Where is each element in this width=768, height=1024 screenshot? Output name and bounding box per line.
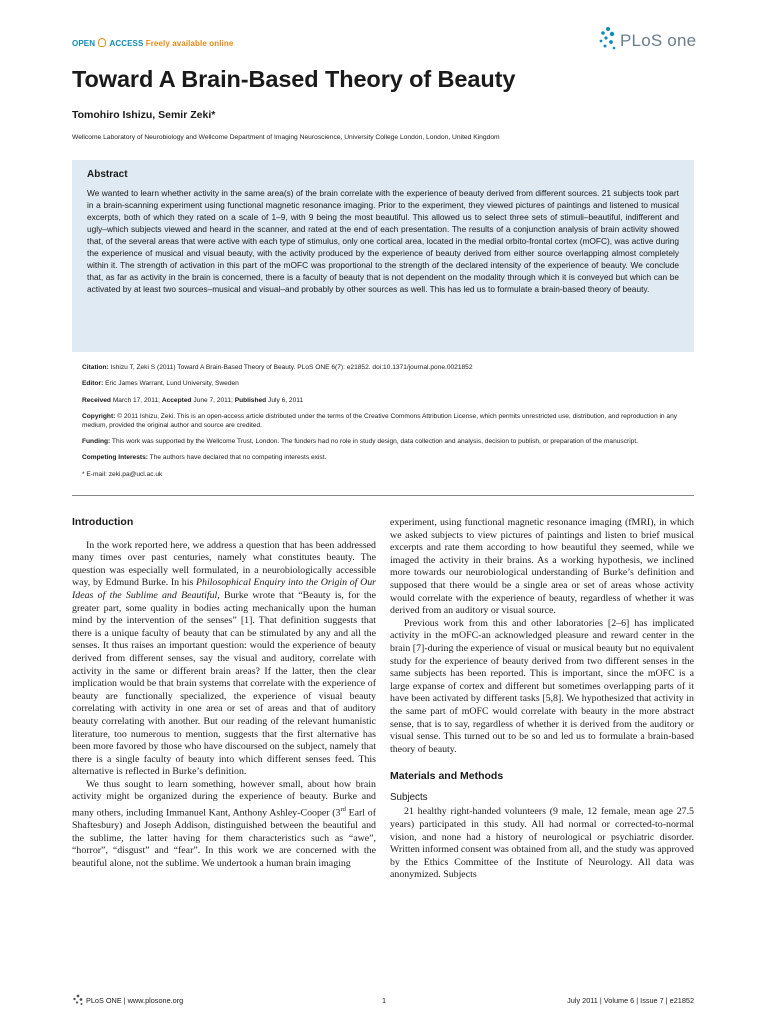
plos-one-logo[interactable] [598, 24, 698, 54]
published-label: Published [234, 396, 267, 404]
copyright-line [82, 412, 694, 430]
citation-text: Ishizu T, Zeki S (2011) Toward A Brain-Based Theory of Beauty. PLoS ONE 6(7): e21852. doi:10.1371/journal.pone.0021852 [110, 364, 473, 371]
intro-p2-text-a: We thus sought to learn something, however small, about how brain activity might be organized during the experience of beauty. Burke and many others, including Immanuel Kant, Anthony Ashley-Cooper (3 [72, 778, 376, 819]
paper-title: Toward A Brain-Based Theory of Beauty [72, 66, 516, 92]
competing-interests-line [82, 453, 694, 462]
citation-line [82, 363, 694, 372]
funding-text: This work was supported by the Wellcome Trust, London. The funders had no role in study design, data collection and analysis, decision to publish, or preparation of the manuscript. [111, 438, 639, 446]
methods-heading: Materials and Methods [390, 770, 504, 783]
intro-p2-text-b: Earl of Shaftesbury) and Joseph Addison, distinguished between the beautiful and the sublime, the latter having for them characteristics such as “awe”, “horror”, “disgust” and “fear”. In this work we are concerned with the beautiful alone, not the sublime. We undertook a human brain imaging [72, 807, 376, 869]
abstract-box [72, 160, 694, 352]
intro-p1-text-a: In the work reported here, we address a question that has been addressed many times over past centuries, namely what constitutes beauty. The question was especially well formulated, in a neurobiologically accessible way, by Edmund Burke. In his [72, 539, 376, 589]
dates-line [82, 396, 694, 405]
copyright-text: © 2011 Ishizu, Zeki. This is an open-access article distributed under the terms of the Creative Commons Attribution License, which permits unrestricted use, distribution, and reproduction in any medium, provided the original author and source are credited. [82, 412, 678, 429]
open-label: OPEN [72, 39, 96, 48]
authors: Tomohiro Ishizu, Semir Zeki* [72, 109, 216, 121]
metadata-divider [72, 495, 694, 496]
affiliation: Wellcome Laboratory of Neurobiology and Wellcome Department of Imaging Neuroscience, University College London, London, United Kingdom [72, 134, 500, 141]
email-line[interactable]: * E-mail: zeki.pa@ucl.ac.uk [82, 470, 163, 478]
subjects-paragraph: 21 healthy right-handed volunteers (9 male, 12 female, mean age 27.5 years) participated in this study. All had normal or corrected-to-normal vision, and none had a history of neurological or psychiatric disorder. Written informed consent was obtained from all, and the study was approved by the Ethics Committee of the Institute of Neurology. All data was anonymized. Subjects [390, 806, 694, 881]
open-access-lock-icon [98, 38, 106, 47]
competing-text: The authors have declared that no competing interests exist. [149, 454, 327, 462]
access-label: ACCESS [109, 39, 144, 48]
intro-paragraph-3: Previous work from this and other laboratories [2–6] has implicated activity in the mOFC-an acknowledged pleasure and reward center in the brain [7]-during the experience of visual or musical beauty but no equivalent study for the experience of beauty derived from two different senses in the same subjects has been reported. This is important, since the mOFC is a large expanse of cortex and different but sometimes overlapping parts of it have been activated by different tasks [5,8]. We hypothesized that activity in the same part of mOFC would correlate with beauty in the more abstract sense, that is to say, regardless of whether it is derived from the auditory or visual sense. This turned out to be so and led us to formulate a brain-based theory of beauty. [390, 617, 694, 755]
intro-paragraph-1 [72, 540, 376, 779]
editor-line [82, 379, 694, 388]
accepted-label: Accepted [161, 396, 192, 404]
page-footer [72, 994, 694, 1008]
citation-label: Citation: [82, 364, 109, 371]
received-label: Received [82, 396, 111, 404]
freely-available-label: Freely available online [145, 39, 234, 48]
received-date: March 17, 2011; [112, 396, 160, 404]
ordinal-superscript: rd [340, 806, 346, 814]
burke-book-title: Philosophical Enquiry into the Origin of Our Ideas of the Sublime and Beautiful [72, 577, 376, 601]
article-metadata [82, 363, 694, 486]
left-column [72, 516, 376, 870]
funding-label: Funding: [82, 438, 111, 446]
abstract-text: We wanted to learn whether activity in the same area(s) of the brain correlate with the experience of beauty derived from different sources. 21 subjects took part in a brain-scanning experiment using functional magnetic resonance imaging. Prior to the experiment, they viewed pictures of paintings and listened to musical excerpts, both of which they rated on a scale of 1–9, with 9 being the most beautiful. This allowed us to select three sets of stimuli–beautiful, indifferent and ugly–which subjects viewed and heard in the scanner, and rated at the end of each presentation. The results of a conjunction analysis of brain activity showed that, of the several areas that were active with each type of stimulus, only one cortical area, located in the medial orbito-frontal cortex (mOFC), was active during the experience of musical and visual beauty, with the activity produced by the experience of beauty derived from either source overlapping almost completely within it. The strength of activation in this part of the mOFC was proportional to the strength of the declared intensity of the experience of beauty. We conclude that, as far as activity in the brain is concerned, there is a faculty of beauty that is not dependent on the modality through which it is conveyed but which can be activated by at least two sources–musical and visual–and probably by other sources as well. This has led us to formulate a brain-based theory of beauty. [87, 188, 679, 294]
open-access-banner [72, 38, 233, 48]
journal-logo-text: PLoS one [620, 31, 697, 50]
copyright-label: Copyright: [82, 412, 116, 420]
page-number: 1 [382, 996, 387, 1005]
published-date: July 6, 2011 [268, 396, 304, 404]
abstract-heading: Abstract [87, 169, 128, 180]
footer-left-text: PLoS ONE | www.plosone.org [86, 996, 184, 1005]
editor-text: Eric James Warrant, Lund University, Sweden [105, 380, 239, 388]
intro-paragraph-2 [72, 779, 376, 870]
editor-label: Editor: [82, 380, 104, 388]
intro-p1-text-b: , Burke wrote that “Beauty is, for the greater part, some quality in bodies acting mechanically upon the human mind by the intervention of the senses” [1]. That definition suggests that there is a unique faculty of beauty that can be stimulated by any and all the senses. It thus raises an important question: would the experience of beauty derived from different senses, say the visual and auditory, correlate with activity in the same or different brain areas? If the latter, then the clear implication would be that brain systems that correlate with the experience of beauty are functionally specialized, the experience of visual beauty correlating with activity in one area or set of areas and that of auditory beauty correlating with another. But our reading of the relevant humanistic literature, too numerous to mention, suggests that the first alternative has been more favored by those who have discoursed on the subject, namely that there is a single faculty of beauty into which different senses feed. This alternative is reflected in Burke’s definition. [72, 589, 376, 778]
footer-issue-info: July 2011 | Volume 6 | Issue 7 | e21852 [567, 996, 694, 1005]
footer-journal[interactable] [72, 994, 183, 1006]
subjects-subheading: Subjects [390, 791, 428, 803]
introduction-heading: Introduction [72, 516, 134, 528]
funding-line [82, 437, 694, 446]
accepted-date: June 7, 2011; [193, 396, 233, 404]
competing-label: Competing Interests: [82, 454, 148, 462]
intro-paragraph-2-continued: experiment, using functional magnetic resonance imaging (fMRI), in which we asked subjects to view pictures of paintings and listen to brief musical excerpts and rate them according to how beautiful they seemed, while we imaged the activity in their brains. As a working hypothesis, we inclined more towards our neurobiological understanding of Burke’s definition and supposed that there would be a single area or set of areas whose activity would correlate with the experience of beauty, regardless of whether it was derived from an auditory or visual source. [390, 517, 694, 617]
right-column [390, 517, 694, 882]
plos-dots-icon [598, 26, 618, 52]
plos-small-logo-icon [72, 994, 84, 1006]
